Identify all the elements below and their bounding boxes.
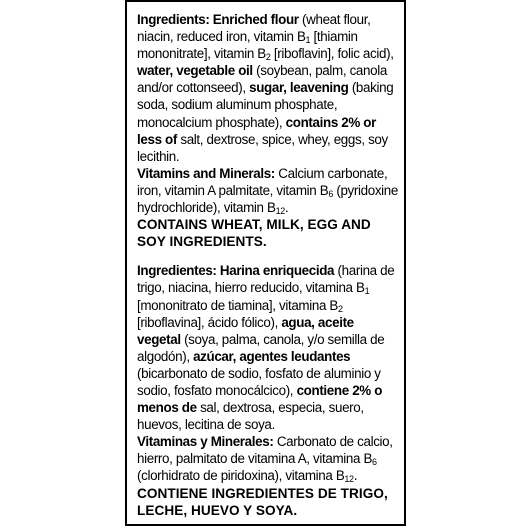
english-ingredient-bold: water, vegetable oil bbox=[137, 63, 253, 79]
spanish-vitamins-paragraph bbox=[137, 433, 398, 484]
spanish-allergen-statement: CONTIENE INGREDIENTES DE TRIGO, LECHE, HUEVO Y SOYA. bbox=[137, 485, 388, 518]
ingredient-label-content bbox=[137, 11, 398, 519]
subscript: 6 bbox=[328, 188, 333, 199]
subscript: 12 bbox=[275, 206, 285, 217]
spanish-ingredients-text: sal, dextrosa, especia, suero, huevos, lecitina de soya. bbox=[137, 400, 364, 433]
english-vitamins-heading: Vitamins and Minerals: bbox=[137, 165, 275, 181]
english-ingredient-bold: sugar, leavening bbox=[249, 80, 349, 96]
spanish-ingredients-text: [riboflavina], ácido fólico), bbox=[137, 314, 282, 330]
english-vitamins-text: . bbox=[284, 200, 289, 216]
english-ingredients-heading: Ingredients: Enriched flour bbox=[137, 12, 299, 27]
section-spacer bbox=[137, 250, 398, 262]
spanish-ingredient-bold: azúcar, agentes leudantes bbox=[193, 348, 351, 364]
english-ingredients-text: (soybean, palm, canola and/or cottonseed), bbox=[137, 63, 387, 96]
spanish-vitamins-text: (clorhidrato de piridoxina), vitamina B bbox=[137, 468, 345, 484]
english-vitamins-text: (pyridoxine hydrochloride), vitamin B bbox=[137, 182, 398, 216]
spanish-vitamins-text: . bbox=[353, 468, 358, 484]
spanish-ingredients-paragraph bbox=[137, 262, 398, 433]
subscript: 2 bbox=[338, 303, 343, 314]
spanish-ingredients-text: (bicarbonato de sodio, fosfato de aluminio y sodio, fosfato monocálcico), bbox=[137, 365, 381, 398]
spanish-vitamins-text: Carbonato de calcio, hierro, palmitato de vitamina A, vitamina B bbox=[137, 434, 393, 467]
spanish-ingredients-text: [mononitrato de tiamina], vitamina B bbox=[137, 297, 339, 313]
subscript: 1 bbox=[364, 286, 370, 297]
english-vitamins-paragraph bbox=[137, 165, 398, 216]
spanish-ingredients-heading: Ingredientes: Harina enriquecida bbox=[137, 263, 335, 279]
english-ingredients-paragraph bbox=[137, 11, 398, 165]
spanish-ingredient-bold: agua, aceite vegetal bbox=[137, 314, 354, 347]
english-ingredients-text: (wheat flour, niacin, reduced iron, vitamin B bbox=[137, 12, 371, 45]
subscript: 2 bbox=[265, 52, 271, 63]
subscript: 12 bbox=[344, 474, 354, 485]
spanish-ingredients-text: (harina de trigo, niacina, hierro reducido, vitamina B bbox=[137, 263, 395, 296]
spanish-vitamins-heading: Vitaminas y Minerales: bbox=[137, 434, 274, 450]
spanish-ingredient-bold: contiene 2% o menos de bbox=[137, 382, 383, 416]
english-allergen-statement: CONTAINS WHEAT, MILK, EGG AND SOY INGREDIENTS. bbox=[137, 217, 371, 250]
spanish-ingredients-text: (soya, palma, canola, y/o semilla de algodón), bbox=[137, 331, 385, 364]
english-ingredient-bold: contains 2% or less of bbox=[137, 114, 377, 147]
english-vitamins-text: Calcium carbonate, iron, vitamin A palmitate, vitamin B bbox=[137, 165, 388, 198]
english-ingredients-text: [thiamin mononitrate], vitamin B bbox=[137, 29, 358, 62]
english-ingredients-text: (baking soda, sodium aluminum phosphate, monocalcium phosphate), bbox=[137, 80, 394, 130]
ingredient-label-panel bbox=[125, 0, 406, 526]
subscript: 6 bbox=[372, 457, 377, 468]
subscript: 1 bbox=[305, 35, 311, 46]
english-ingredients-text: salt, dextrose, spice, whey, eggs, soy lecithin. bbox=[137, 131, 388, 164]
english-ingredients-text: [riboflavin], folic acid), bbox=[270, 46, 394, 62]
